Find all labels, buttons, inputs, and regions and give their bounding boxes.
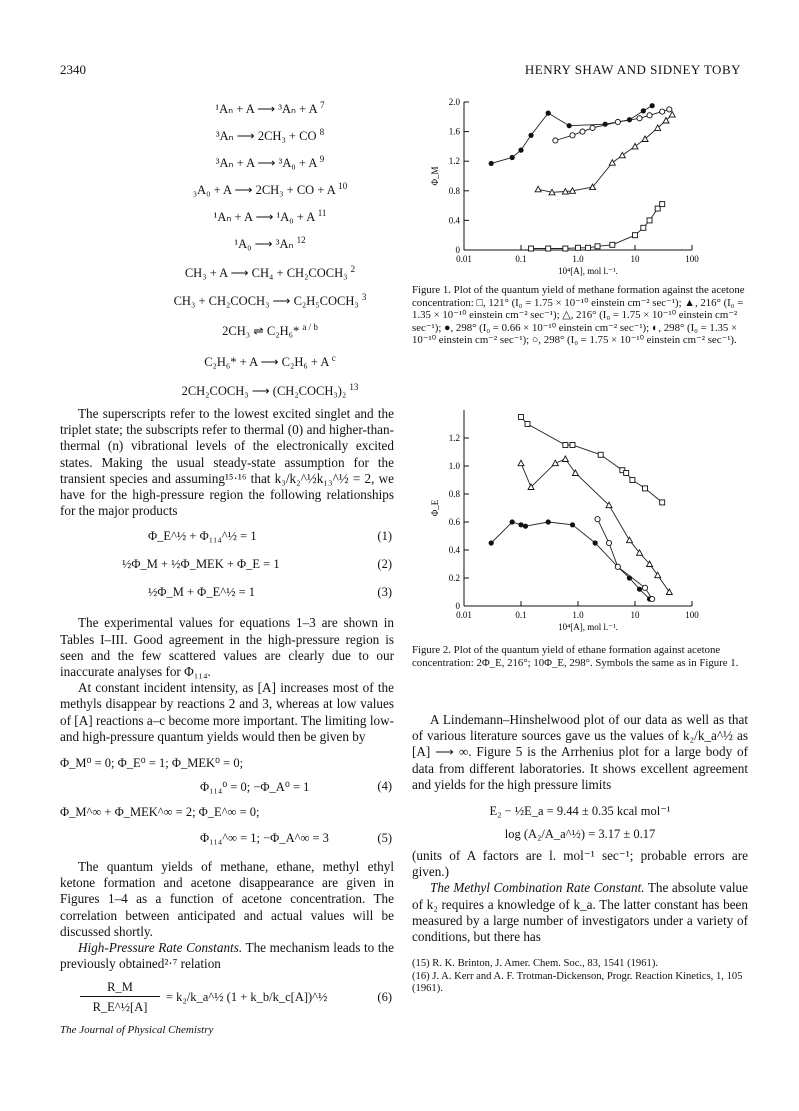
series-curve xyxy=(521,417,662,502)
data-point-triangle xyxy=(666,589,672,595)
x-axis-label: 10⁴[A], mol l.⁻¹. xyxy=(558,622,618,632)
data-point-open-circle xyxy=(637,116,642,121)
x-tick-label: 10 xyxy=(630,254,640,264)
data-point-square xyxy=(647,218,652,223)
reference-16: (16) J. A. Kerr and A. F. Trotman-Dickenson, Progr. Reaction Kinetics, 1, 105 (1961). xyxy=(412,970,743,995)
equation-log-a: log (A₂/A_a^½) = 3.17 ± 0.17 xyxy=(504,827,656,842)
data-point-square xyxy=(660,202,665,207)
data-point-square xyxy=(586,245,591,250)
equation-number: (3) xyxy=(377,585,392,600)
y-tick-label: 0.8 xyxy=(448,489,460,499)
x-tick-label: 100 xyxy=(685,254,699,264)
equation-number: (5) xyxy=(377,831,392,846)
paragraph xyxy=(60,940,394,972)
paragraph: The quantum yields of methane, ethane, methyl ethyl ketone formation and acetone disappearance are given in Figures 1–4 as a function of acetone concentration. The correlation between anticipated and actual values will be discussed shortly. xyxy=(60,859,394,939)
figure-2-caption: Figure 2. Plot of the quantum yield of ethane formation against acetone concentration: 2Φ_E, 216°; 10Φ_E, 298°. Symbols the same as in Figure 1. xyxy=(412,644,739,669)
data-point-triangle xyxy=(609,160,615,166)
paragraph xyxy=(412,880,748,945)
data-point-filled-circle xyxy=(518,148,523,153)
paragraph: A Lindemann–Hinshelwood plot of our data as well as that of various literature sources gave us the values of k₂/k_a^½ as [A] ⟶ ∞. Figure 5 is the Arrhenius plot for a large body of data from different laboratories. It shows excellent agreement and yields for the high pressure limits xyxy=(412,712,748,792)
data-point-filled-circle xyxy=(523,524,528,529)
x-tick-label: 10 xyxy=(630,610,640,620)
data-point-triangle xyxy=(619,152,625,158)
x-tick-label: 100 xyxy=(685,610,699,620)
reaction-11: ¹Aₙ + A ⟶ ¹A₀ + A $^{11}$ xyxy=(213,208,327,225)
equation-1: Φ_E^½ + Φ₁₁₄^½ = 1 xyxy=(148,529,257,544)
section-heading: The Methyl Combination Rate Constant. xyxy=(430,880,645,896)
data-point-open-circle xyxy=(606,540,611,545)
data-point-filled-circle xyxy=(546,519,551,524)
right-column xyxy=(412,712,748,995)
y-tick-label: 1.6 xyxy=(448,126,460,137)
data-point-open-circle xyxy=(642,585,647,590)
data-point-square xyxy=(598,452,603,457)
fraction-denominator: R_E^½[A] xyxy=(92,1000,148,1015)
equation-5b: Φ₁₁₄^∞ = 1; −Φ_A^∞ = 3 xyxy=(200,831,329,846)
reaction-13: 2CH₂COCH₃ ⟶ (CH₂COCH₃)₂ $^{13}$ xyxy=(181,382,359,399)
equation-2: ½Φ_M + ½Φ_MEK + Φ_E = 1 xyxy=(122,557,280,572)
data-point-filled-circle xyxy=(567,123,572,128)
y-tick-label: 0.2 xyxy=(448,573,460,583)
paragraph: At constant incident intensity, as [A] increases most of the methyls disappear by reactions 2 and 3, whereas at low values of [A] reactions a–c become more important. The limiting low- and high-pressure quantum yields would then be given by xyxy=(60,680,394,744)
y-axis-label: Φ_E xyxy=(430,499,440,517)
data-point-filled-circle xyxy=(510,519,515,524)
reaction-8: ³Aₙ ⟶ 2CH₃ + CO $^8$ xyxy=(215,127,325,144)
data-point-square xyxy=(641,225,646,230)
reaction-3: CH₃ + CH₂COCH₃ ⟶ C₂H₅COCH₃ $^3$ xyxy=(173,292,367,309)
data-point-square xyxy=(529,246,534,251)
y-tick-label: 0 xyxy=(455,601,460,611)
paragraph-text: The mechanism leads to the previously obtained²·⁷ relation xyxy=(60,940,394,972)
page-number: 2340 xyxy=(60,62,86,77)
fraction-numerator: R_M xyxy=(80,980,160,997)
data-point-open-circle xyxy=(590,125,595,130)
x-tick-label: 1.0 xyxy=(572,254,584,264)
reaction-list xyxy=(0,96,430,399)
left-column xyxy=(60,406,394,1024)
data-point-square xyxy=(633,233,638,238)
paragraph: (units of A factors are l. mol⁻¹ sec⁻¹; probable errors are given.) xyxy=(412,848,748,880)
x-axis-label: 10⁴[A], mol l.⁻¹. xyxy=(558,266,618,276)
equation-number: (2) xyxy=(377,557,392,572)
y-tick-label: 0.4 xyxy=(448,215,460,226)
reaction-10: ₃A₀ + A ⟶ 2CH₃ + CO + A $^{10}$ xyxy=(192,181,348,198)
equation-4b: Φ₁₁₄⁰ = 0; −Φ_A⁰ = 1 xyxy=(200,780,310,795)
data-point-filled-circle xyxy=(650,103,655,108)
data-point-triangle xyxy=(535,186,541,192)
data-point-open-circle xyxy=(650,596,655,601)
data-point-square xyxy=(563,443,568,448)
x-tick-label: 1.0 xyxy=(572,610,584,620)
data-point-square xyxy=(610,242,615,247)
figure-1-caption: Figure 1. Plot of the quantum yield of methane formation against the acetone concentration: □, 121° (I₀ = 1.75 × 10⁻¹⁰ einstein cm⁻² sec⁻¹); ▲, 216° (I₀ = 1.35 × 10⁻¹⁰ einstein cm⁻² sec⁻¹); △, 216° (I₀ = 1.75 × 10⁻¹⁰ einstein cm⁻² sec⁻¹); ●, 298° (I₀ = 0.66 × 10⁻¹⁰ einstein cm⁻² sec⁻¹); ◐, 298° (I₀ = 1.35 × 10⁻¹⁰ einstein cm⁻² sec⁻¹); ○, 298° (I₀ = 1.75 × 10⁻¹⁰ einstein cm⁻² sec⁻¹). xyxy=(412,284,745,347)
y-tick-label: 0 xyxy=(455,245,460,255)
data-point-filled-circle xyxy=(528,133,533,138)
data-point-filled-circle xyxy=(570,522,575,527)
data-point-triangle xyxy=(669,112,675,118)
equation-6 xyxy=(60,980,394,1024)
data-point-square xyxy=(576,245,581,250)
y-tick-label: 0.8 xyxy=(448,185,460,196)
x-tick-label: 0.1 xyxy=(515,610,527,620)
data-point-open-circle xyxy=(615,564,620,569)
data-point-triangle xyxy=(562,456,568,462)
x-tick-label: 0.01 xyxy=(456,610,472,620)
data-point-triangle xyxy=(626,537,632,543)
equation-3: ½Φ_M + Φ_E^½ = 1 xyxy=(148,585,255,600)
equation-number: (6) xyxy=(377,990,392,1005)
equation-5a: Φ_M^∞ + Φ_MEK^∞ = 2; Φ_E^∞ = 0; xyxy=(60,805,260,820)
data-point-open-circle xyxy=(580,129,585,134)
reference-15: (15) R. K. Brinton, J. Amer. Chem. Soc., 83, 1541 (1961). xyxy=(412,958,658,970)
data-point-triangle xyxy=(572,470,578,476)
equation-block-4-5 xyxy=(60,753,394,857)
equation-6-rhs: = k₂/k_a^½ (1 + k_b/k_c[A])^½ xyxy=(166,990,328,1005)
reaction-12: ¹A₀ ⟶ ³Aₙ $^{12}$ xyxy=(234,235,306,252)
data-point-square xyxy=(519,415,524,420)
reaction-7: ¹Aₙ + A ⟶ ³Aₙ + A $^7$ xyxy=(215,100,325,117)
figure-2-chart xyxy=(418,402,748,638)
data-point-triangle xyxy=(632,143,638,149)
data-point-filled-circle xyxy=(546,111,551,116)
y-tick-label: 1.2 xyxy=(448,156,460,167)
paragraph-text: The absolute value of k₂ requires a knowledge of k_a. The latter constant has been measured by a large number of investigators under a variety of conditions, but there has xyxy=(412,880,748,945)
equation-block-1-3 xyxy=(60,527,394,611)
data-point-open-circle xyxy=(615,119,620,124)
section-heading: High-Pressure Rate Constants. xyxy=(78,940,243,956)
data-point-square xyxy=(570,443,575,448)
journal-footer: The Journal of Physical Chemistry xyxy=(60,1024,214,1036)
series-curve xyxy=(521,459,669,592)
data-point-open-circle xyxy=(667,107,672,112)
data-point-open-circle xyxy=(660,109,665,114)
running-title: HENRY SHAW AND SIDNEY TOBY xyxy=(524,62,741,77)
data-point-filled-circle xyxy=(641,108,646,113)
reaction-9: ³Aₙ + A ⟶ ³A₀ + A $^9$ xyxy=(215,154,325,171)
reaction-c: C₂H₆* + A ⟶ C₂H₆ + A $^c$ xyxy=(204,353,336,370)
equation-number: (4) xyxy=(377,779,392,794)
data-point-filled-circle xyxy=(518,522,523,527)
data-point-square xyxy=(595,244,600,249)
data-point-square xyxy=(563,246,568,251)
data-point-filled-circle xyxy=(489,540,494,545)
paragraph: The experimental values for equations 1–3 are shown in Tables I–III. Good agreement in the high-pressure region is seen and the few scattered values are clearly due to our inaccurate analyses for Φ₁₁₄. xyxy=(60,615,394,680)
data-point-triangle xyxy=(552,460,558,466)
data-point-square xyxy=(643,486,648,491)
data-point-square xyxy=(630,478,635,483)
figure-1-chart xyxy=(418,90,748,280)
data-point-filled-circle xyxy=(489,161,494,166)
equation-activation-energy: E₂ − ½E_a = 9.44 ± 0.35 kcal mol⁻¹ xyxy=(489,804,671,819)
data-point-square xyxy=(660,500,665,505)
data-point-filled-circle xyxy=(510,155,515,160)
data-point-triangle xyxy=(518,460,524,466)
data-point-open-circle xyxy=(570,133,575,138)
y-tick-label: 2.0 xyxy=(448,97,460,107)
data-point-open-circle xyxy=(647,113,652,118)
y-tick-label: 1.0 xyxy=(448,461,460,471)
equation-number: (1) xyxy=(377,529,392,544)
y-tick-label: 0.4 xyxy=(448,545,460,555)
data-point-square xyxy=(525,422,530,427)
x-tick-label: 0.1 xyxy=(515,254,527,264)
data-point-open-circle xyxy=(553,138,558,143)
y-tick-label: 0.6 xyxy=(448,517,460,527)
y-axis-label: Φ_M xyxy=(430,166,440,186)
equation-4a: Φ_M⁰ = 0; Φ_E⁰ = 1; Φ_MEK⁰ = 0; xyxy=(60,756,244,771)
data-point-square xyxy=(546,246,551,251)
paragraph: The superscripts refer to the lowest excited singlet and the triplet state; the subscripts refer to thermal (0) and higher-than-thermal (n) vibrational levels of the electronically excited states. Making the usual steady-state assumption for the transient species and assuming¹⁵·¹⁶ that k₃/k₂^½k₁₃^½ = 2, we have for the high-pressure region the following relationships for the major products xyxy=(60,406,394,519)
x-tick-label: 0.01 xyxy=(456,254,472,264)
data-point-square xyxy=(624,471,629,476)
y-tick-label: 1.2 xyxy=(448,433,460,443)
reaction-ab: 2CH₃ ⇌ C₂H₆* $^{a / b}$ xyxy=(222,322,318,339)
data-point-filled-circle xyxy=(637,587,642,592)
data-point-open-circle xyxy=(595,517,600,522)
data-point-filled-circle xyxy=(593,540,598,545)
reaction-2: CH₃ + A ⟶ CH₄ + CH₂COCH₃ $^2$ xyxy=(184,264,356,281)
